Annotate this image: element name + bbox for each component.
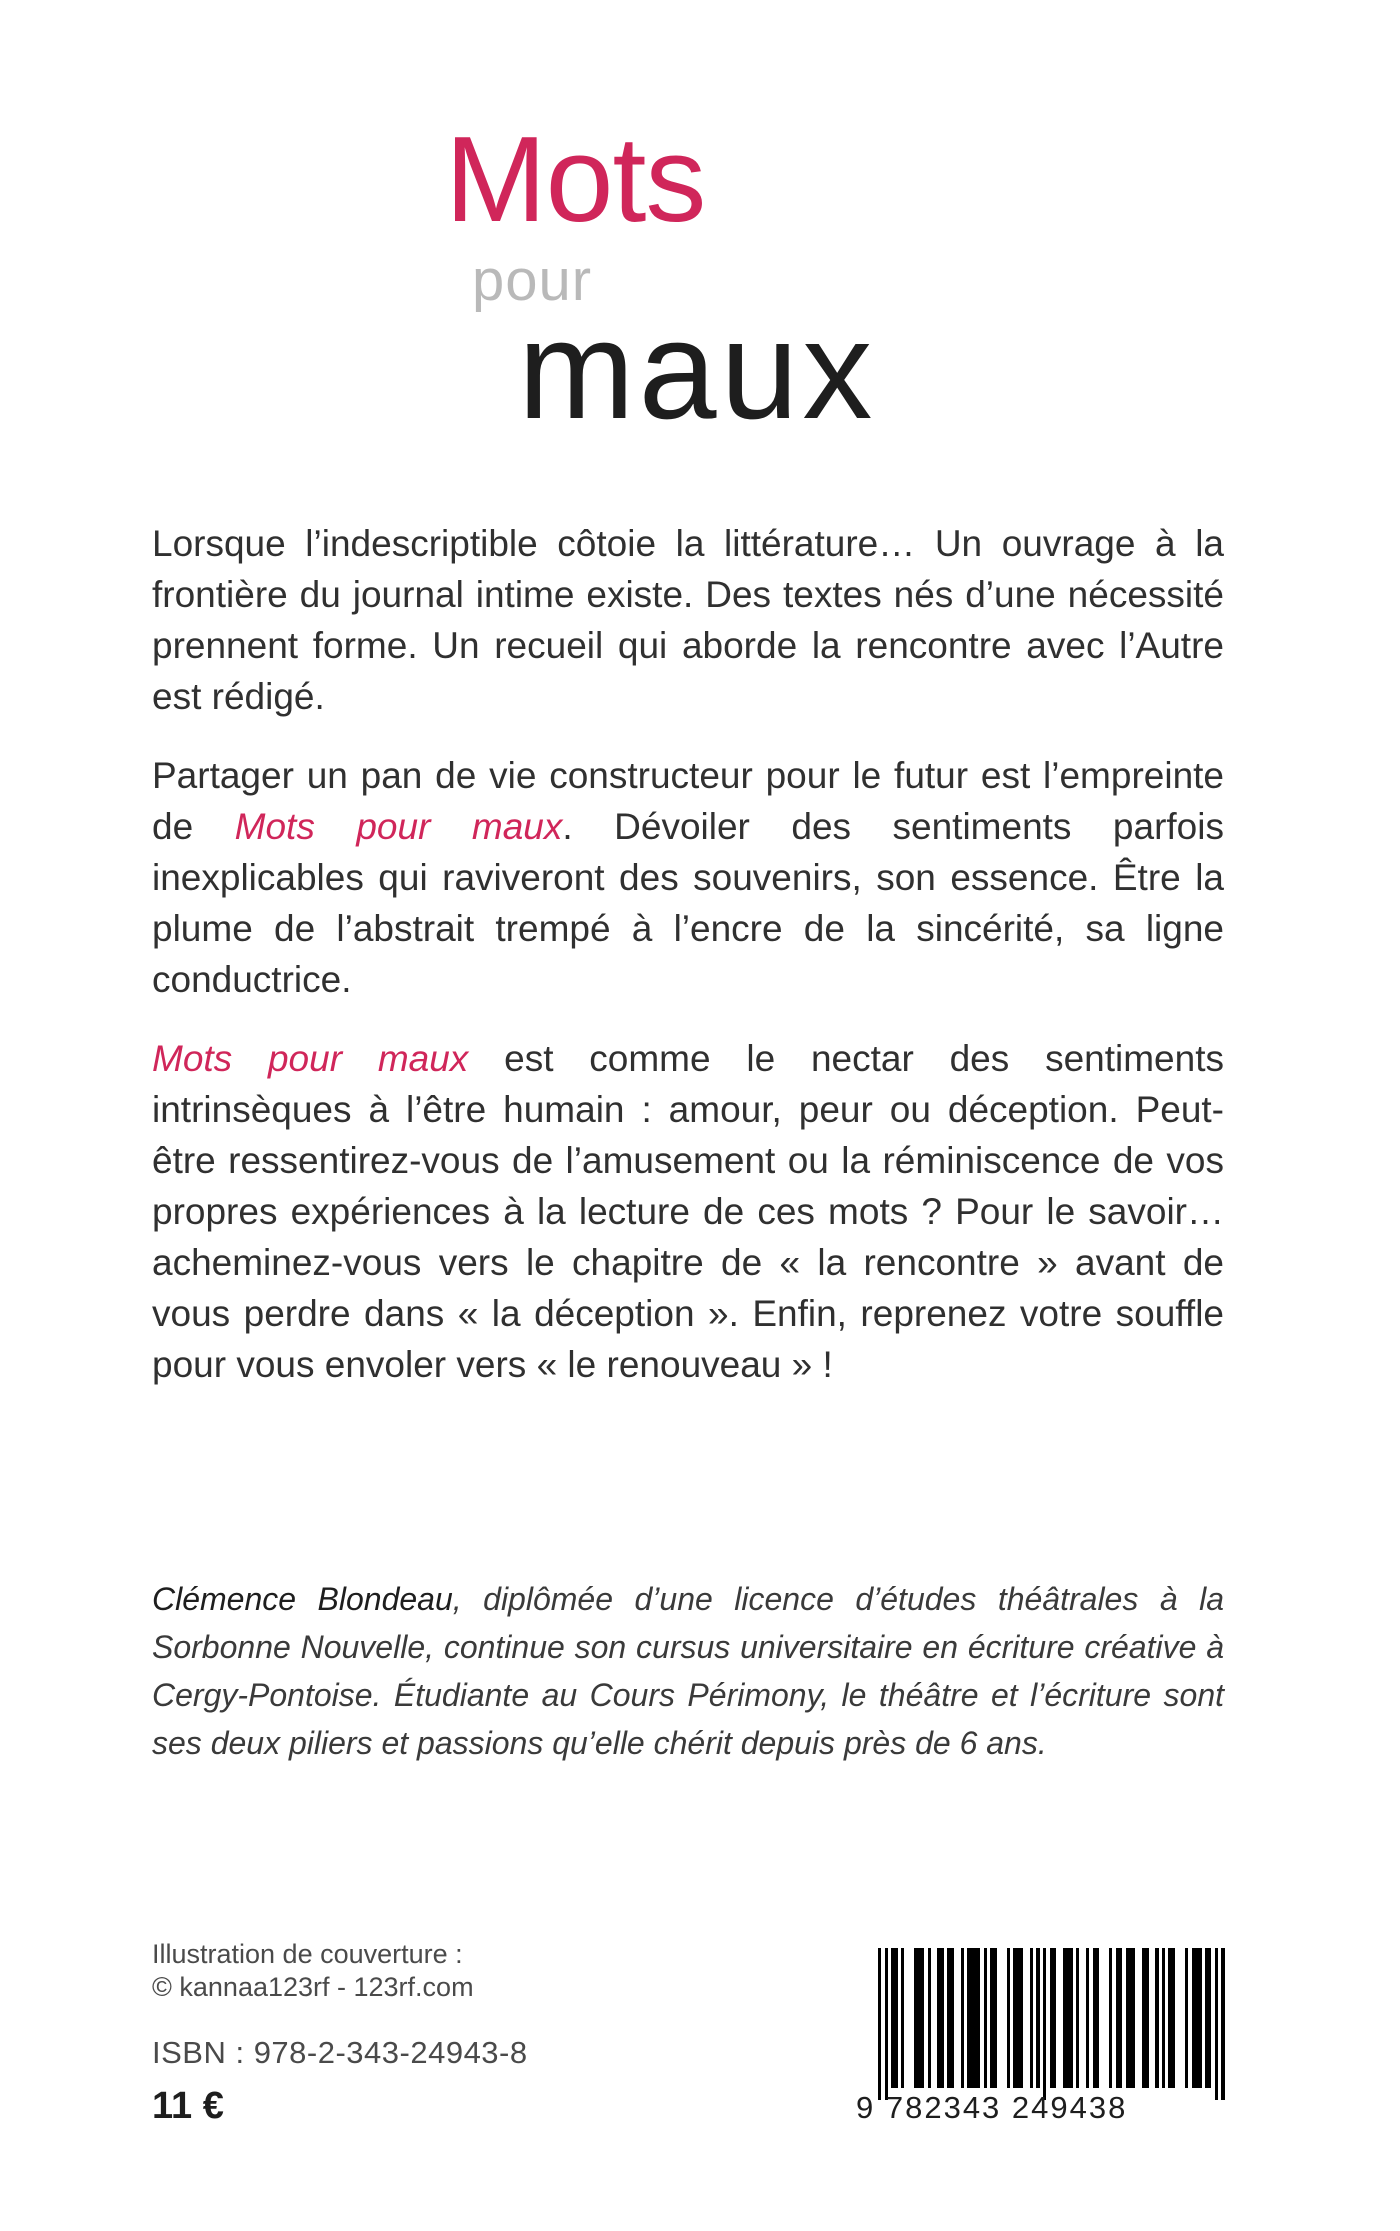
- barcode-bars: [878, 1948, 1228, 2088]
- title-block: [0, 0, 1400, 470]
- title-pour: pour: [472, 248, 593, 313]
- barcode-space: [954, 1948, 961, 2088]
- author-name: Clémence Blondeau: [152, 1581, 453, 1617]
- barcode-space: [1135, 1948, 1142, 2088]
- isbn: ISBN : 978-2-343-24943-8: [152, 2035, 528, 2070]
- barcode-bar: [1116, 1948, 1123, 2088]
- barcode-space: [997, 1948, 1007, 2088]
- barcode-bar: [1205, 1948, 1212, 2088]
- barcode-bar: [1013, 1948, 1023, 2088]
- barcode-space: [1056, 1948, 1063, 2088]
- barcode-space: [1023, 1948, 1030, 2088]
- author-bio-text: , diplômée d’une licence d’études théâtrales à la Sorbonne Nouvelle, continue son cursus universitaire en écriture créative à Cergy-Pontoise. Étudiante au Cours Périmony, le théâtre et l’écriture sont ses deux piliers et passions qu’elle chérit depuis près de 6 ans.: [152, 1581, 1225, 1761]
- barcode-bar: [891, 1948, 898, 2088]
- barcode-space: [904, 1948, 914, 2088]
- barcode: [848, 1930, 1258, 2140]
- barcode-space: [1225, 1948, 1228, 2088]
- barcode-digits: 9 782343 249438: [856, 2090, 1128, 2125]
- barcode-bar: [1063, 1948, 1073, 2088]
- barcode-bar: [914, 1948, 924, 2088]
- blurb-p2-text-b: . Dévoiler des sentiments parfois inexplicables qui raviveront des souvenirs, son essence. Être la plume de l’abstrait trempé à l’encre de la sincérité, sa ligne conductrice.: [152, 806, 1224, 1000]
- barcode-bar: [990, 1948, 997, 2088]
- barcode-bar: [967, 1948, 980, 2088]
- barcode-space: [1099, 1948, 1109, 2088]
- book-title-italic: Mots pour maux: [234, 806, 563, 847]
- barcode-bar: [1126, 1948, 1136, 2088]
- book-title-italic: Mots pour maux: [152, 1038, 469, 1079]
- barcode-space: [1175, 1948, 1185, 2088]
- barcode-bar: [1093, 1948, 1100, 2088]
- blurb-paragraph-1: Lorsque l’indescriptible côtoie la littérature… Un ouvrage à la frontière du journal intime existe. Des textes nés d’une nécessité prennent forme. Un recueil qui aborde la rencontre avec l’Autre est rédigé.: [152, 523, 1224, 717]
- blurb-p3-text: est comme le nectar des sentiments intrinsèques à l’être humain : amour, peur ou déception. Peut-être ressentirez-vous de l’amusement ou la réminiscence de vos propres expériences à la lecture de ces mots ? Pour le savoir… acheminez-vous vers le chapitre de « la rencontre » avant de vous perdre dans « la déception ». Enfin, reprenez votre souffle pour vous envoler vers « le renouveau » !: [152, 1038, 1224, 1385]
- title-maux: maux: [518, 291, 877, 448]
- back-cover-blurb: [152, 518, 1224, 1418]
- price: 11 €: [152, 2085, 224, 2127]
- barcode-bar: [1192, 1948, 1202, 2088]
- blurb-p2-text-a: Partager un pan de vie constructeur pour le futur est l’empreinte de: [152, 755, 1224, 847]
- barcode-bar: [937, 1948, 944, 2088]
- author-bio: [152, 1575, 1224, 1767]
- barcode-space: [1149, 1948, 1156, 2088]
- blurb-paragraph-2: [152, 750, 1224, 1005]
- illustration-credit: [152, 1938, 474, 2004]
- barcode-bar: [947, 1948, 954, 2088]
- barcode-space: [1079, 1948, 1086, 2088]
- barcode-space: [931, 1948, 938, 2088]
- barcode-bar: [1168, 1948, 1175, 2088]
- barcode-bar: [1142, 1948, 1149, 2088]
- barcode-bar: [1050, 1948, 1057, 2088]
- credit-line-1: Illustration de couverture :: [152, 1939, 463, 1969]
- blurb-paragraph-3: [152, 1033, 1224, 1390]
- credit-line-2: © kannaa123rf - 123rf.com: [152, 1972, 474, 2002]
- title-mots: Mots: [445, 111, 706, 247]
